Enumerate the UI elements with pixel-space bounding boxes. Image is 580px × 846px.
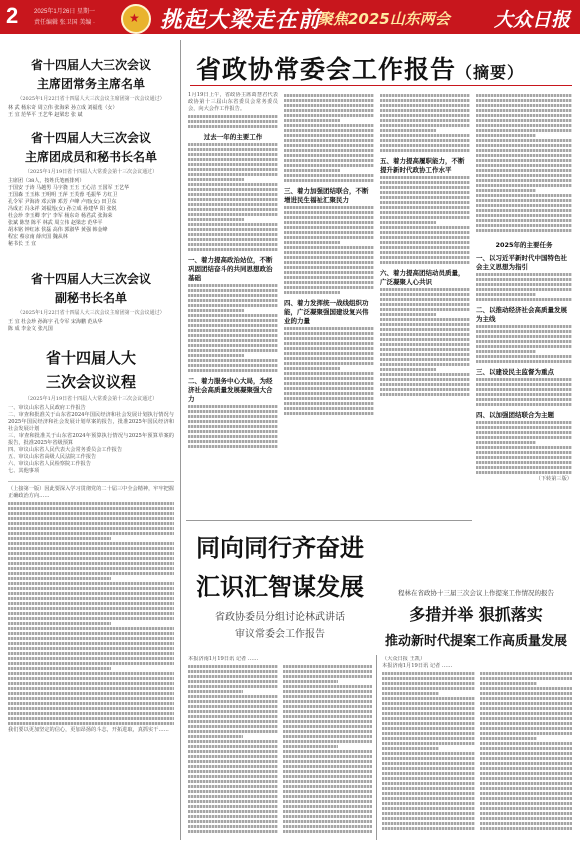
main-title: 省政协常委会工作报告（摘要） — [196, 55, 525, 84]
section-2-note: （2025年1月19日省十四届人大常委会第十三次会议通过） — [24, 169, 158, 175]
lower-left-dateline: 本报济南1月19日讯 记者 …… — [188, 656, 259, 662]
banner-title: 挑起大梁走在前 — [160, 8, 322, 33]
main-heading-5: 四、着力发挥统一战线组织功能，广泛凝聚强国建设复兴伟业的力量 — [284, 299, 369, 325]
agenda-item: 七、其他事项 — [8, 468, 40, 474]
agenda-item: 三、审查和批准关于山东省2024年预算执行情况与2025年预算草案的报告，批准2025年省级预算 — [8, 433, 174, 446]
lower-left-title-2: 汇识汇智谋发展 — [196, 573, 364, 601]
lower-left-headline — [190, 528, 370, 640]
left-column — [8, 40, 174, 840]
agenda-item: 五、审议山东省高级人民法院工作报告 — [8, 454, 97, 460]
agenda-item: 四、审议山东省人民代表大会常务委员会工作报告 — [8, 447, 123, 453]
article-intro: （上接第一版）因此要深入学习贯彻党的二十届三中全会精神，牢牢把握正确政治方向…… — [8, 486, 174, 499]
section-2-names-5: 杜会珍 李玉卿 李宁 李军 杨东奇 杨君武 张海荣 — [8, 213, 113, 219]
main-col-4 — [476, 92, 572, 652]
article-body-left — [8, 502, 174, 725]
lower-vdivider — [376, 655, 377, 840]
section-4-subtitle: 三次会议议程 — [45, 373, 136, 391]
main-heading-12: 四、以加强团结联合为主题 — [476, 411, 554, 419]
lower-right-dateline: 本报济南1月19日讯 记者 …… — [382, 663, 453, 669]
main-col-1 — [188, 92, 278, 512]
section-1-note: （2025年1月22日省十四届人大三次会议主席团第一次会议通过） — [17, 96, 165, 102]
section-1-title: 省十四届人大三次会议 — [30, 58, 151, 72]
lower-right-title-2: 推动新时代提案工作高质量发展 — [384, 634, 567, 649]
continued-note: （下转第三版） — [535, 476, 572, 482]
section-4-note: （2025年1月19日省十四届人大常委会第十三次会议通过） — [24, 396, 158, 402]
section-2-subtitle: 主席团成员和秘书长名单 — [24, 150, 157, 164]
main-heading-3: 二、着力服务中心大局，为经济社会高质量发展凝聚强大合力 — [188, 377, 273, 403]
page-number: 2 — [6, 3, 19, 28]
lower-left-subtitle: 省政协委员分组讨论林武讲话 — [215, 612, 345, 623]
lower-left-subtitle-2: 审议常委会工作报告 — [235, 629, 325, 640]
lower-right-title-1: 多措并举 狠抓落实 — [409, 605, 543, 624]
section-2-names-3: 孔令军 尹海涛 邓云锋 邓芳 卢峰 卢雨(女) 田卫东 — [8, 199, 117, 205]
date-line: 2025年1月26日 星期一 — [34, 9, 96, 15]
main-heading-11: 三、以建设民主监督为重点 — [476, 368, 554, 376]
agenda-item: 一、审议山东省人民政府工作报告 — [8, 405, 86, 411]
section-3-title: 省十四届人大三次会议 — [30, 272, 151, 286]
lower-divider — [186, 520, 472, 521]
main-heading-6: 五、着力提高履职能力，不断提升新时代政协工作水平 — [380, 157, 465, 174]
main-heading-7: 六、着力提高团结动员质量，广泛凝聚人心共识 — [380, 269, 465, 286]
paper-logo: 大众日报 — [493, 9, 570, 31]
lower-right-byline: （大众日报 王凯） — [382, 656, 426, 662]
main-heading-1: 过去一年的主要工作 — [203, 133, 263, 141]
section-2-names-6: 张斌 陈坚 陈平 林武 周立伟 赵梁忠 范华平 — [8, 220, 103, 226]
lower-right-body — [382, 656, 572, 840]
article-end: 我们要以更加坚定的信心，更加昂扬的斗志，开拓进取，真抓实干…… — [8, 727, 169, 733]
agenda-item: 六、审议山东省人民检察院工作报告 — [8, 461, 92, 467]
section-2-title: 省十四届人大三次会议 — [30, 131, 151, 145]
section-4-title: 省十四届人大 — [45, 349, 136, 367]
section-2-names-1: 于国安 于涛 马越男 马宇骁 王玉 王心洁 王国军 王艺华 — [8, 185, 130, 191]
edit-line: 责任编辑 张卫国 美编 · — [34, 20, 95, 26]
banner-subtitle: 聚焦2025山东两会 — [318, 10, 450, 28]
section-1-subtitle: 主席团常务主席名单 — [36, 77, 145, 91]
section-2-names-2: 王国森 王玉栋 王明明 王萍 王芙蓉 毛振华 方红卫 — [8, 192, 118, 198]
section-2-names-8: 程宏 蔡京南 薛庆国 魏从林 — [8, 234, 68, 240]
main-heading-8: 2025年的主要任务 — [495, 241, 553, 249]
main-heading-2: 一、着力提高政治站位，不断巩固团结奋斗的共同思想政治基础 — [188, 256, 273, 282]
secretary-general: 秘书长 王 宜 — [8, 241, 37, 247]
section-3-note: （2025年1月22日省十四届人大三次会议主席团第一次会议通过） — [17, 310, 165, 316]
section-2-names-0: 主席团（38人，按姓氏笔画排列） — [8, 178, 85, 184]
main-intro: 1月19日上午，省政协主席葛慧君代表政协第十三届山东省委员会常务委员会，向大会作工作报告。 — [188, 92, 278, 112]
section-3-names-2: 陈 成 李金文 张凡国 — [8, 326, 53, 332]
main-heading-10: 二、以推动经济社会高质量发展为主线 — [476, 306, 567, 323]
agenda-item: 二、审查和批准关于山东省2024年国民经济和社会发展计划执行情况与2025年国民经济和社会发展计划草案的报告，批准2025年国民经济和社会发展计划 — [8, 412, 174, 432]
lower-left-body — [188, 656, 372, 840]
main-col-3 — [380, 92, 470, 512]
main-heading-4: 三、着力加强团结联合，不断增进民生福祉汇聚民力 — [284, 187, 369, 204]
section-3-subtitle: 副秘书长名单 — [54, 291, 127, 305]
lower-right-kicker: 程林在省政协十三届三次会议上作提案工作情况的报告 — [398, 589, 554, 597]
main-col-2 — [284, 92, 374, 512]
section-2-names-4: 冯成正 冯永祥 刘福莲(女) 孙立成 孙建华 阳 张锐 — [8, 206, 117, 212]
section-2-names-7: 胡本铭 钟红冰 侯磊 高伟 郭淑华 黄强 韩金峰 — [8, 227, 108, 233]
emblem-icon: ★ — [121, 4, 151, 34]
section-1-names-1: 林 武 杨东奇 周立伟 张海荣 孙立成 刘福莲（女） — [8, 105, 118, 111]
main-heading-9: 一、以习近平新时代中国特色社会主义思想为指引 — [476, 254, 567, 271]
section-3-names-1: 王 宜 杜会珍 孙海宇 孔令军 宋海鹏 范从华 — [8, 319, 103, 325]
section-1-names-2: 王 宜 范华平 王艺华 赵梁忠 张 斌 — [8, 112, 83, 118]
title-underline — [190, 85, 572, 86]
column-divider — [180, 40, 181, 840]
lower-left-title-1: 同向同行齐奋进 — [196, 534, 364, 562]
masthead — [0, 0, 580, 34]
lower-right-headline — [380, 588, 572, 649]
